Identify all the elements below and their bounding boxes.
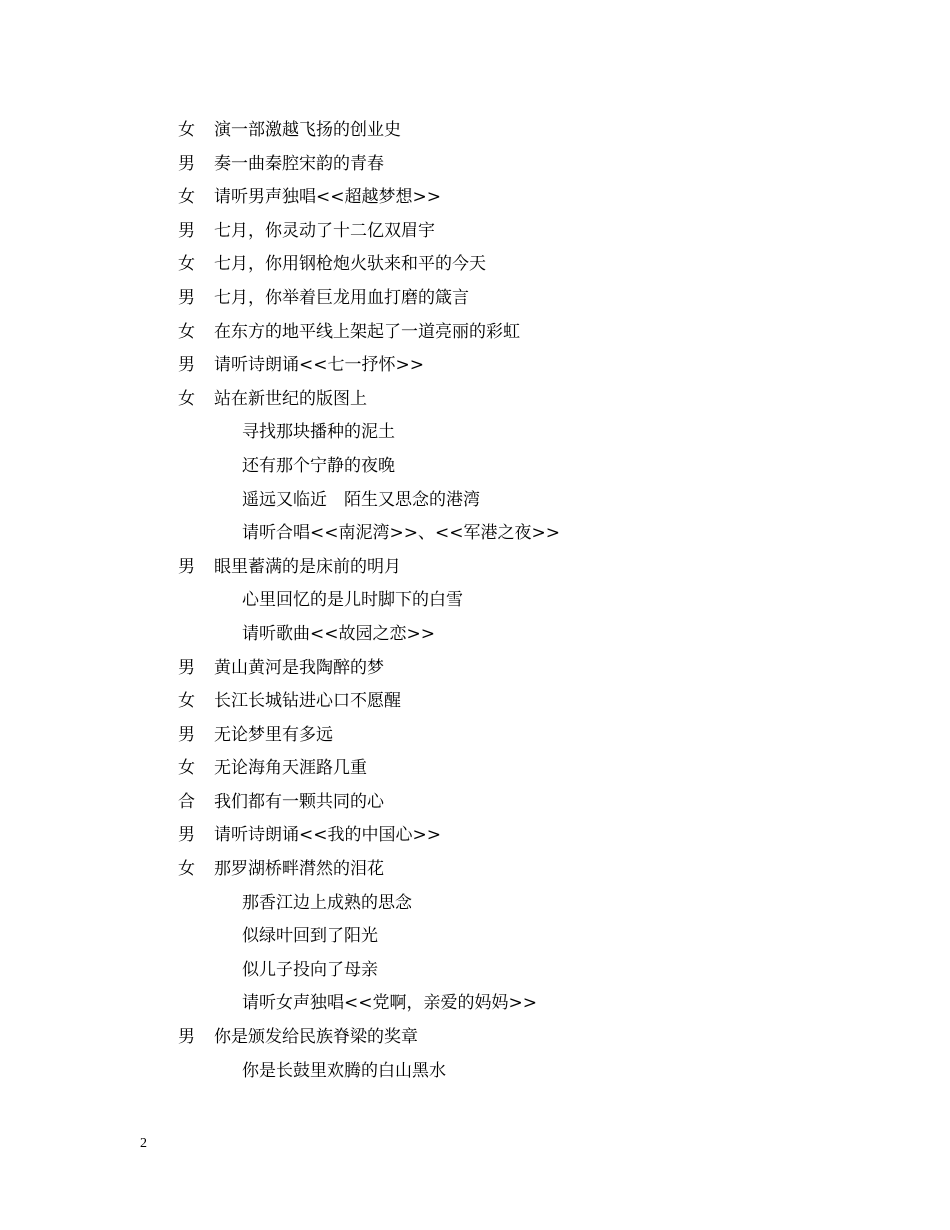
dialogue-line bbox=[178, 652, 878, 686]
page-number: 2 bbox=[140, 1136, 147, 1151]
speaker-label bbox=[178, 618, 214, 652]
speaker-label: 男 bbox=[178, 1027, 195, 1048]
continuation-line bbox=[178, 887, 878, 921]
line-text: 七月，你用钢枪炮火驮来和平的今天 bbox=[214, 254, 486, 275]
continuation-line bbox=[178, 450, 878, 484]
speaker-label: 女 bbox=[178, 187, 195, 208]
line-text: 还有那个宁静的夜晚 bbox=[242, 455, 395, 476]
continuation-line bbox=[178, 1055, 878, 1089]
line-text: 那罗湖桥畔潸然的泪花 bbox=[214, 859, 384, 880]
speaker-label: 男 bbox=[178, 724, 195, 745]
dialogue-line bbox=[178, 685, 878, 719]
speaker-label bbox=[178, 887, 214, 921]
speaker-label: 女 bbox=[178, 758, 195, 779]
speaker-label: 女 bbox=[178, 859, 195, 880]
speaker-label bbox=[178, 450, 214, 484]
line-text: 心里回忆的是儿时脚下的白雪 bbox=[242, 590, 463, 611]
line-text: 在东方的地平线上架起了一道亮丽的彩虹 bbox=[214, 321, 520, 342]
continuation-line bbox=[178, 987, 878, 1021]
speaker-label bbox=[178, 584, 214, 618]
line-text: 请听男声独唱<<超越梦想>> bbox=[214, 187, 441, 208]
speaker-label bbox=[178, 987, 214, 1021]
speaker-label: 男 bbox=[178, 657, 195, 678]
continuation-line bbox=[178, 517, 878, 551]
line-text: 无论海角天涯路几重 bbox=[214, 758, 367, 779]
line-text: 似绿叶回到了阳光 bbox=[242, 926, 378, 947]
continuation-line bbox=[178, 618, 878, 652]
dialogue-line bbox=[178, 148, 878, 182]
line-text: 你是长鼓里欢腾的白山黑水 bbox=[242, 1060, 446, 1081]
line-text: 黄山黄河是我陶醉的梦 bbox=[214, 657, 384, 678]
line-text: 长江长城钻进心口不愿醒 bbox=[214, 691, 401, 712]
speaker-label bbox=[178, 517, 214, 551]
line-text: 演一部激越飞扬的创业史 bbox=[214, 120, 401, 140]
speaker-label: 合 bbox=[178, 791, 195, 812]
dialogue-line bbox=[178, 551, 878, 585]
line-text: 请听合唱<<南泥湾>>、<<军港之夜>> bbox=[242, 523, 560, 544]
dialogue-line bbox=[178, 248, 878, 282]
line-text: 七月，你灵动了十二亿双眉宇 bbox=[214, 220, 435, 241]
dialogue-line bbox=[178, 114, 878, 148]
speaker-label bbox=[178, 954, 214, 988]
line-text: 你是颁发给民族脊梁的奖章 bbox=[214, 1027, 418, 1048]
speaker-label bbox=[178, 1055, 214, 1089]
speaker-label: 男 bbox=[178, 556, 195, 577]
continuation-line bbox=[178, 416, 878, 450]
dialogue-line bbox=[178, 819, 878, 853]
speaker-label: 男 bbox=[178, 153, 195, 174]
line-text: 请听歌曲<<故园之恋>> bbox=[242, 623, 435, 644]
continuation-line bbox=[178, 484, 878, 518]
speaker-label: 女 bbox=[178, 120, 195, 140]
dialogue-line bbox=[178, 719, 878, 753]
line-text: 站在新世纪的版图上 bbox=[214, 388, 367, 409]
speaker-label bbox=[178, 416, 214, 450]
speaker-label: 女 bbox=[178, 388, 195, 409]
line-text: 眼里蓄满的是床前的明月 bbox=[214, 556, 401, 577]
line-text: 请听女声独唱<<党啊，亲爱的妈妈>> bbox=[242, 993, 537, 1014]
speaker-label: 女 bbox=[178, 321, 195, 342]
continuation-line bbox=[178, 920, 878, 954]
line-text: 七月，你举着巨龙用血打磨的箴言 bbox=[214, 287, 469, 308]
speaker-label: 女 bbox=[178, 254, 195, 275]
line-text: 请听诗朗诵<<我的中国心>> bbox=[214, 825, 441, 846]
speaker-label bbox=[178, 920, 214, 954]
line-text: 似儿子投向了母亲 bbox=[242, 959, 378, 980]
speaker-label: 男 bbox=[178, 220, 195, 241]
line-text: 奏一曲秦腔宋韵的青春 bbox=[214, 153, 384, 174]
dialogue-line bbox=[178, 282, 878, 316]
dialogue-line bbox=[178, 1021, 878, 1055]
dialogue-line bbox=[178, 349, 878, 383]
speaker-label: 男 bbox=[178, 355, 195, 376]
dialogue-line bbox=[178, 215, 878, 249]
speaker-label bbox=[178, 484, 214, 518]
continuation-line bbox=[178, 584, 878, 618]
speaker-label: 男 bbox=[178, 825, 195, 846]
line-text: 我们都有一颗共同的心 bbox=[214, 791, 384, 812]
line-text: 寻找那块播种的泥土 bbox=[242, 422, 395, 443]
line-text: 遥远又临近 陌生又思念的港湾 bbox=[242, 489, 480, 510]
dialogue-line bbox=[178, 181, 878, 215]
line-text: 无论梦里有多远 bbox=[214, 724, 333, 745]
dialogue-line bbox=[178, 752, 878, 786]
dialogue-line bbox=[178, 853, 878, 887]
speaker-label: 女 bbox=[178, 691, 195, 712]
line-text: 请听诗朗诵<<七一抒怀>> bbox=[214, 355, 424, 376]
continuation-line bbox=[178, 954, 878, 988]
script-lines bbox=[178, 114, 878, 1088]
line-text: 那香江边上成熟的思念 bbox=[242, 892, 412, 913]
dialogue-line bbox=[178, 383, 878, 417]
dialogue-line bbox=[178, 786, 878, 820]
dialogue-line bbox=[178, 316, 878, 350]
speaker-label: 男 bbox=[178, 287, 195, 308]
